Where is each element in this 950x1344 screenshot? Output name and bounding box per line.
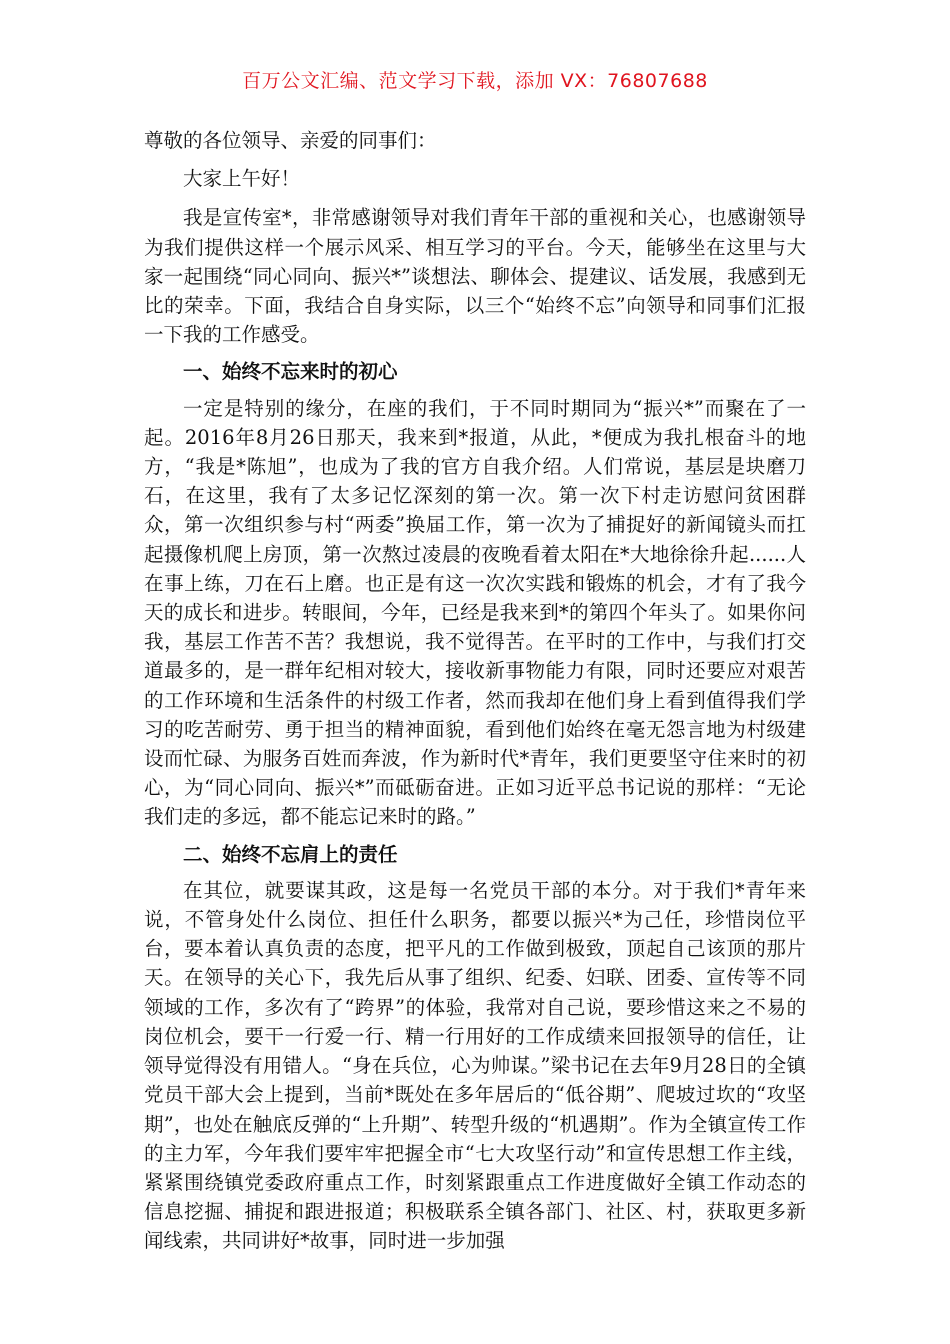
salutation: 尊敬的各位领导、亲爱的同事们：	[144, 129, 437, 152]
document-body	[144, 126, 806, 1264]
section-1-heading: 一、始终不忘来时的初心	[183, 360, 398, 384]
section-2-heading: 二、始终不忘肩上的责任	[183, 842, 398, 866]
section-1-paragraph: 一定是特别的缘分，在座的我们，于不同时期同为“振兴*”而聚在了一起。2016年8月26日那天，我来到*报道，从此，*便成为我扎根奋斗的地方，“我是*陈旭”，也成为了我的官方自我介绍。人们常说，基层是块磨刀石，在这里，我有了太多记忆深刻的第一次。第一次下村走访慰问贫困群众，第一次组织参与村“两委”换届工作，第一次为了捕捉好的新闻镜头而扛起摄像机爬上房顶，第一次熬过凌晨的夜晚看着太阳在*大地徐徐升起......人在事上练，刀在石上磨。也正是有这一次次实践和锻炼的机会，才有了我今天的成长和进步。转眼间，今年，已经是我来到*的第四个年头了。如果你问我，基层工作苦不苦？我想说，我不觉得苦。在平时的工作中，与我们打交道最多的，是一群年纪相对较大，接收新事物能力有限，同时还要应对艰苦的工作环境和生活条件的村级工作者，然而我却在他们身上看到值得我们学习的吃苦耐劳、勇于担当的精神面貌，看到他们始终在毫无怨言地为村级建设而忙碌、为服务百姓而奔波，作为新时代*青年，我们更要坚守住来时的初心，为“同心同向、振兴*”而砥砺奋进。正如习近平总书记说的那样：“无论我们走的多远，都不能忘记来时的路。”	[144, 396, 806, 829]
watermark-banner: 百万公文汇编、范文学习下载，添加 VX：76807688	[242, 70, 708, 92]
section-2-paragraph: 在其位，就要谋其政，这是每一名党员干部的本分。对于我们*青年来说，不管身处什么岗位、担任什么职务，都要以振兴*为己任，珍惜岗位平台，要本着认真负责的态度，把平凡的工作做到极致，顶起自己该顶的那片天。在领导的关心下，我先后从事了组织、纪委、妇联、团委、宣传等不同领域的工作，多次有了“跨界”的体验，我常对自己说，要珍惜这来之不易的岗位机会，要干一行爱一行、精一行用好的工作成绩来回报领导的信任，让领导觉得没有用错人。“身在兵位，心为帅谋。”梁书记在去年9月28日的全镇党员干部大会上提到，当前*既处在多年居后的“低谷期”、爬坡过坎的“攻坚期”，也处在触底反弹的“上升期”、转型升级的“机遇期”。作为全镇宣传工作的主力军，今年我们要牢牢把握全市“七大攻坚行动”和宣传思想工作主线，紧紧围绕镇党委政府重点工作，时刻紧跟重点工作进度做好全镇工作动态的信息挖掘、捕捉和跟进报道；积极联系全镇各部门、社区、村，获取更多新闻线索，共同讲好*故事，同时进一步加强	[144, 878, 806, 1253]
greeting: 大家上午好！	[183, 167, 301, 191]
intro-paragraph: 我是宣传室*，非常感谢领导对我们青年干部的重视和关心，也感谢领导为我们提供这样一个展示风采、相互学习的平台。今天，能够坐在这里与大家一起围绕“同心同向、振兴*”谈想法、聊体会、提建议、话发展，我感到无比的荣幸。下面，我结合自身实际，以三个“始终不忘”向领导和同事们汇报一下我的工作感受。	[144, 206, 806, 347]
